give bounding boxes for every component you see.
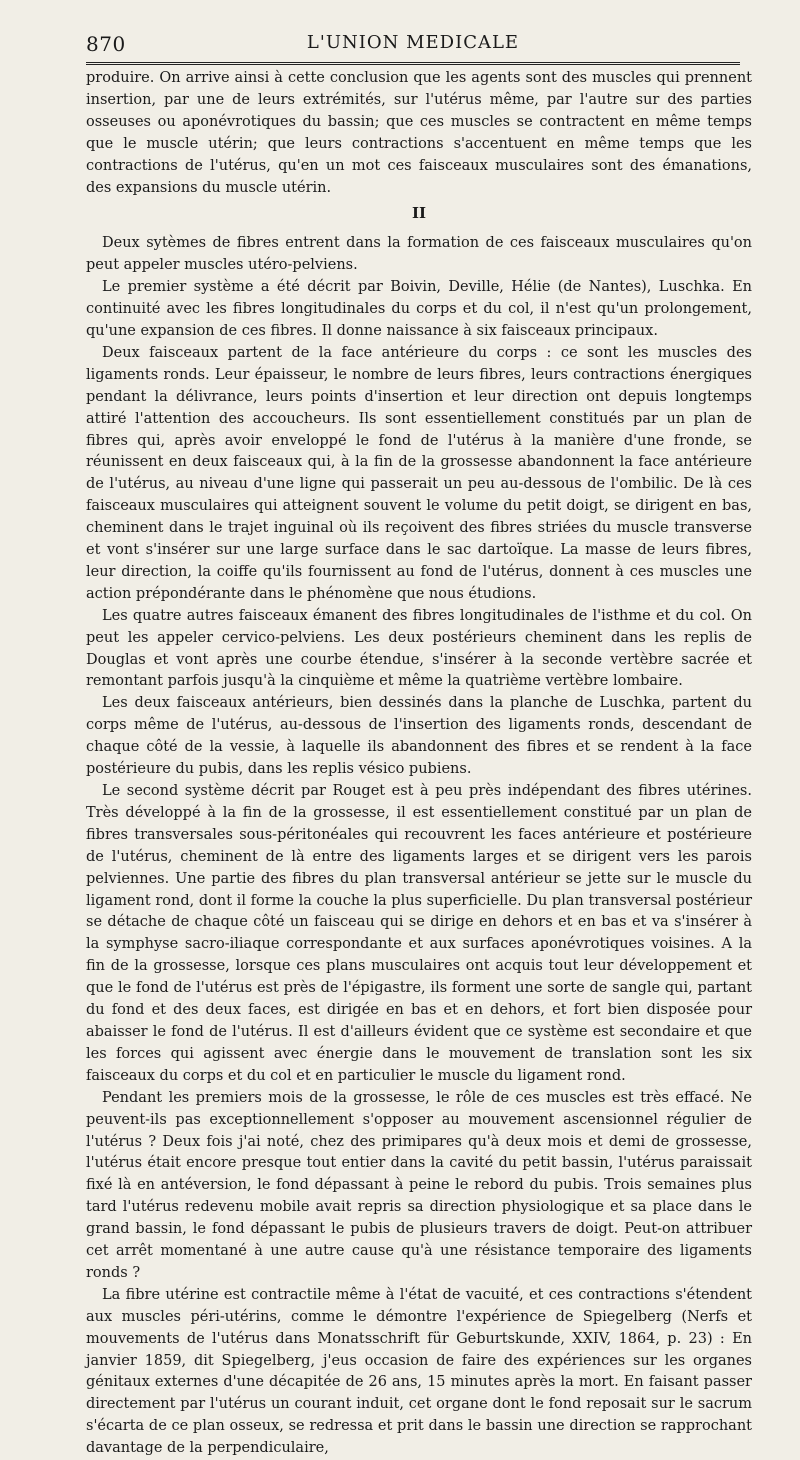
- body-text: [86, 68, 752, 1460]
- journal-title: L'UNION MEDICALE: [306, 32, 520, 53]
- paragraph: Le premier système a été décrit par Boivin, Deville, Hélie (de Nantes), Luschka. En continuité avec les fibres longitudinales du corps et du col, il n'est qu'un prolongement, qu'une expansion de ces fibres. Il donne naissance à six faisceaux principaux.: [86, 279, 752, 339]
- paragraph: produire. On arrive ainsi à cette conclusion que les agents sont des muscles qui prennent insertion, par une de leurs extrémités, sur l'utérus même, par l'autre sur des parties osseuses ou aponévrotiques du bassin; que ces muscles se contractent en même temps que le muscle utérin; que leurs contractions s'accentuent en même temps que les contractions de l'utérus, qu'en un mot ces faisceaux musculaires sont des émanations, des expansions du muscle utérin.: [86, 70, 752, 196]
- paragraph: Le second système décrit par Rouget est à peu près indépendant des fibres utérines. Très développé à la fin de la grossesse, il est essentiellement constitué par un plan de fibres transversales sous-péritonéales qui recouvrent les faces antérieure et postérieure de l'utérus, cheminent de là entre des ligaments larges et se dirigent vers les parois pelviennes. Une partie des fibres du plan transversal antérieur se jette sur le muscle du ligament rond, dont il forme la couche la plus superficielle. Du plan transversal postérieur se détache de chaque côté un faisceau qui se dirige en dehors et en bas et va s'insérer à la symphyse sacro-iliaque correspondante et aux surfaces aponévrotiques voisines. A la fin de la grossesse, lorsque ces plans musculaires ont acquis tout leur développement et que le fond de l'utérus est près de l'épigastre, ils forment une sorte de sangle qui, partant du fond et des deux faces, est dirigée en bas et en dehors, et fort bien disposée pour abaisser le fond de l'utérus. Il est d'ailleurs évident que ce système est secondaire et que les forces qui agissent avec énergie dans le mouvement de translation sont les six faisceaux du corps et du col et en particulier le muscle du ligament rond.: [86, 783, 752, 1084]
- paragraph: Deux sytèmes de fibres entrent dans la formation de ces faisceaux musculaires qu'on peut appeler muscles utéro-pelviens.: [86, 235, 752, 274]
- page-number: 870: [86, 32, 126, 56]
- section-heading: II: [411, 204, 427, 223]
- paragraph: La fibre utérine est contractile même à l'état de vacuité, et ces contractions s'étendent aux muscles péri-utérins, comme le démontre l'expérience de Spiegelberg (Nerfs et mouvements de l'utérus dans Monatsschrift für Geburtskunde, XXIV, 1864, p. 23) : En janvier 1859, dit Spiegelberg, j'eus occasion de faire des expériences sur les organes génitaux externes d'une décapitée de 26 ans, 15 minutes après la mort. En faisant passer directement par l'utérus un courant induit, cet organe dont le fond reposait sur le sacrum s'écarta de ce plan osseux, se redressa et prit dans le bassin une direction se rapprochant davantage de la perpendiculaire,: [86, 1286, 752, 1457]
- paragraph: Les quatre autres faisceaux émanent des fibres longitudinales de l'isthme et du col. On peut les appeler cervico-pelviens. Les deux postérieurs cheminent dans les replis de Douglas et vont après une courbe étendue, s'insérer à la seconde vertèbre sacrée et remontant parfois jusqu'à la cinquième et même la quatrième vertèbre lombaire.: [86, 607, 752, 690]
- paragraph: Les deux faisceaux antérieurs, bien dessinés dans la planche de Luschka, partent du corps même de l'utérus, au-dessous de l'insertion des ligaments ronds, descendant de chaque côté de la vessie, à laquelle ils abandonnent des fibres et se rendent à la face postérieure du pubis, dans les replis vésico pubiens.: [86, 695, 752, 778]
- page-header: [86, 32, 740, 62]
- header-rule: [86, 62, 740, 65]
- paragraph: Pendant les premiers mois de la grossesse, le rôle de ces muscles est très effacé. Ne peuvent-ils pas exceptionnellement s'opposer au mouvement ascensionnel régulier de l'utérus ? Deux fois j'ai noté, chez des primipares qu'à deux mois et demi de grossesse, l'utérus était encore presque tout entier dans la cavité du petit bassin, l'utérus paraissait fixé là en antéversion, le fond dépassant à peine le rebord du pubis. Trois semaines plus tard l'utérus redevenu mobile avait repris sa direction physiologique et sa place dans le grand bassin, le fond dépassant le pubis de plusieurs travers de doigt. Peut-on attribuer cet arrêt momentané à une autre cause qu'à une résistance temporaire des ligaments ronds ?: [86, 1089, 752, 1281]
- paragraph: Deux faisceaux partent de la face antérieure du corps : ce sont les muscles des ligaments ronds. Leur épaisseur, le nombre de leurs fibres, leurs contractions énergiques pendant la délivrance, leurs points d'insertion et leur direction ont depuis longtemps attiré l'attention des accoucheurs. Ils sont essentiellement constitués par un plan de fibres qui, après avoir enveloppé le fond de l'utérus à la manière d'une fronde, se réunissent en deux faisceaux qui, à la fin de la grossesse abandonnent la face antérieure de l'utérus, au niveau d'une ligne qui passerait un peu au-dessous de l'ombilic. De là ces faisceaux musculaires qui atteignent souvent le volume du petit doigt, se dirigent en bas, cheminent dans le trajet inguinal où ils reçoivent des fibres striées du muscle transverse et vont s'insérer sur une large surface dans le sac dartoïque. La masse de leurs fibres, leur direction, la coiffe qu'ils fournissent au fond de l'utérus, donnent à ces muscles une action prépondérante dans le phénomène que nous étudions.: [86, 344, 752, 602]
